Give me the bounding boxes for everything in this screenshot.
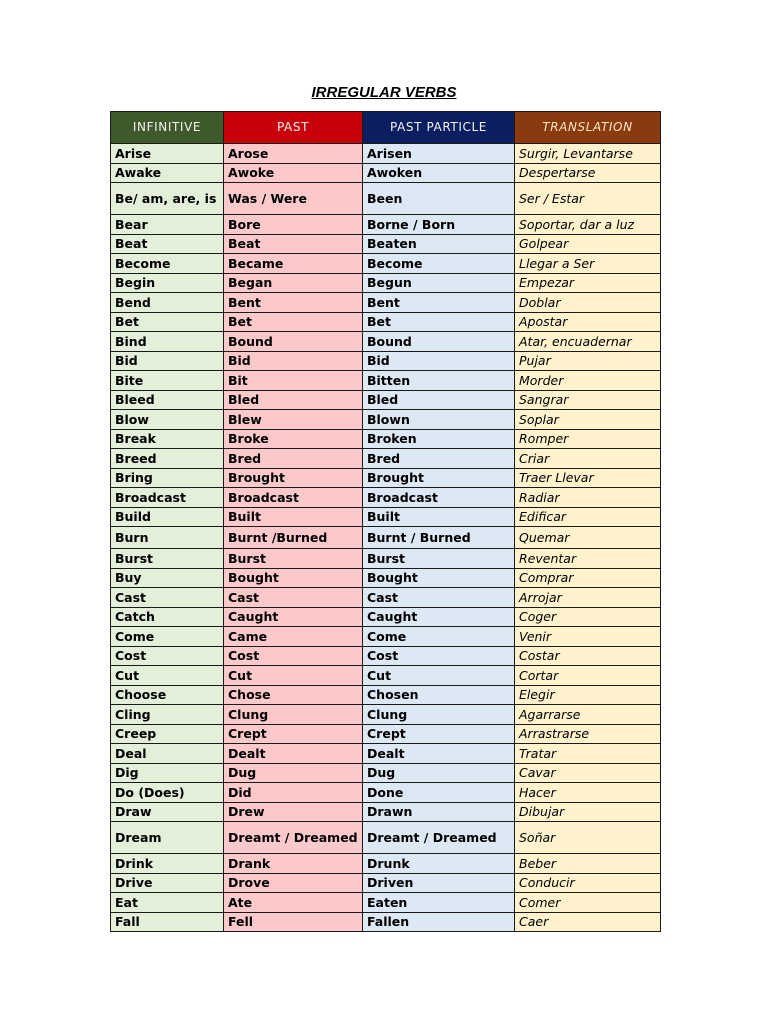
cell-past-particle: Dreamt / Dreamed (363, 822, 515, 854)
table-row (111, 893, 661, 913)
cell-past: Awoke (224, 163, 363, 183)
cell-past: Began (224, 273, 363, 293)
table-row (111, 163, 661, 183)
cell-translation: Apostar (515, 312, 661, 332)
cell-past: Arose (224, 144, 363, 164)
table-row (111, 912, 661, 932)
cell-past: Came (224, 627, 363, 647)
table-header-row (111, 112, 661, 144)
cell-translation: Soplar (515, 410, 661, 430)
table-body (111, 144, 661, 932)
cell-past-particle: Broadcast (363, 488, 515, 508)
cell-infinitive: Deal (111, 744, 224, 764)
cell-infinitive: Dream (111, 822, 224, 854)
cell-past-particle: Come (363, 627, 515, 647)
cell-translation: Conducir (515, 873, 661, 893)
cell-infinitive: Choose (111, 685, 224, 705)
cell-past: Drank (224, 854, 363, 874)
cell-infinitive: Fall (111, 912, 224, 932)
cell-translation: Costar (515, 646, 661, 666)
cell-past: Cut (224, 666, 363, 686)
cell-infinitive: Bet (111, 312, 224, 332)
cell-past: Was / Were (224, 183, 363, 215)
cell-translation: Ser / Estar (515, 183, 661, 215)
cell-translation: Comprar (515, 568, 661, 588)
cell-translation: Despertarse (515, 163, 661, 183)
cell-past-particle: Dealt (363, 744, 515, 764)
cell-past: Crept (224, 724, 363, 744)
cell-infinitive: Creep (111, 724, 224, 744)
cell-past: Bound (224, 332, 363, 352)
cell-past: Dreamt / Dreamed (224, 822, 363, 854)
cell-translation: Quemar (515, 527, 661, 549)
table-row (111, 390, 661, 410)
cell-past: Brought (224, 468, 363, 488)
cell-translation: Reventar (515, 549, 661, 569)
cell-translation: Surgir, Levantarse (515, 144, 661, 164)
table-row (111, 627, 661, 647)
cell-translation: Venir (515, 627, 661, 647)
cell-past-particle: Done (363, 783, 515, 803)
cell-translation: Soñar (515, 822, 661, 854)
cell-infinitive: Bring (111, 468, 224, 488)
cell-infinitive: Bind (111, 332, 224, 352)
table-row (111, 763, 661, 783)
irregular-verbs-table (110, 111, 661, 932)
table-row (111, 183, 661, 215)
cell-past-particle: Eaten (363, 893, 515, 913)
cell-past: Ate (224, 893, 363, 913)
cell-translation: Radiar (515, 488, 661, 508)
table-row (111, 293, 661, 313)
cell-past-particle: Bought (363, 568, 515, 588)
cell-past-particle: Dug (363, 763, 515, 783)
cell-past: Broke (224, 429, 363, 449)
cell-translation: Morder (515, 371, 661, 391)
table-row (111, 705, 661, 725)
table-row (111, 351, 661, 371)
cell-translation: Tratar (515, 744, 661, 764)
cell-infinitive: Build (111, 507, 224, 527)
table-row (111, 144, 661, 164)
table-row (111, 685, 661, 705)
cell-past: Cast (224, 588, 363, 608)
cell-past: Did (224, 783, 363, 803)
cell-translation: Atar, encuadernar (515, 332, 661, 352)
cell-past: Broadcast (224, 488, 363, 508)
cell-past-particle: Cut (363, 666, 515, 686)
cell-past: Built (224, 507, 363, 527)
cell-past-particle: Bet (363, 312, 515, 332)
cell-past: Bent (224, 293, 363, 313)
cell-past: Bid (224, 351, 363, 371)
cell-past: Bore (224, 215, 363, 235)
cell-past: Drew (224, 802, 363, 822)
cell-past: Burnt /Burned (224, 527, 363, 549)
table-row (111, 527, 661, 549)
cell-past: Bred (224, 449, 363, 469)
cell-infinitive: Blow (111, 410, 224, 430)
cell-infinitive: Drink (111, 854, 224, 874)
cell-translation: Edificar (515, 507, 661, 527)
cell-past-particle: Driven (363, 873, 515, 893)
cell-translation: Traer Llevar (515, 468, 661, 488)
cell-past-particle: Arisen (363, 144, 515, 164)
cell-translation: Doblar (515, 293, 661, 313)
cell-past: Chose (224, 685, 363, 705)
table-row (111, 410, 661, 430)
cell-infinitive: Arise (111, 144, 224, 164)
table-row (111, 646, 661, 666)
table-row (111, 371, 661, 391)
table-row (111, 783, 661, 803)
table-row (111, 607, 661, 627)
cell-infinitive: Become (111, 254, 224, 274)
cell-past: Bit (224, 371, 363, 391)
cell-translation: Coger (515, 607, 661, 627)
cell-past: Caught (224, 607, 363, 627)
cell-infinitive: Come (111, 627, 224, 647)
table-row (111, 488, 661, 508)
cell-past: Fell (224, 912, 363, 932)
header-past-particle: PAST PARTICLE (363, 112, 515, 144)
cell-past-particle: Been (363, 183, 515, 215)
cell-translation: Pujar (515, 351, 661, 371)
table-row (111, 332, 661, 352)
cell-translation: Dibujar (515, 802, 661, 822)
cell-translation: Criar (515, 449, 661, 469)
cell-past-particle: Borne / Born (363, 215, 515, 235)
page-title: IRREGULAR VERBS (311, 84, 457, 101)
cell-translation: Comer (515, 893, 661, 913)
cell-past: Burst (224, 549, 363, 569)
cell-past: Dug (224, 763, 363, 783)
cell-infinitive: Do (Does) (111, 783, 224, 803)
cell-translation: Llegar a Ser (515, 254, 661, 274)
cell-infinitive: Eat (111, 893, 224, 913)
cell-past-particle: Cost (363, 646, 515, 666)
cell-infinitive: Bleed (111, 390, 224, 410)
table-row (111, 802, 661, 822)
cell-translation: Romper (515, 429, 661, 449)
cell-translation: Elegir (515, 685, 661, 705)
cell-past-particle: Fallen (363, 912, 515, 932)
cell-translation: Caer (515, 912, 661, 932)
table-row (111, 588, 661, 608)
cell-infinitive: Awake (111, 163, 224, 183)
cell-past-particle: Caught (363, 607, 515, 627)
cell-past-particle: Become (363, 254, 515, 274)
cell-past: Became (224, 254, 363, 274)
cell-past-particle: Drawn (363, 802, 515, 822)
table-row (111, 468, 661, 488)
cell-past-particle: Beaten (363, 234, 515, 254)
table-row (111, 549, 661, 569)
cell-translation: Cavar (515, 763, 661, 783)
cell-past-particle: Blown (363, 410, 515, 430)
cell-infinitive: Cost (111, 646, 224, 666)
cell-past-particle: Brought (363, 468, 515, 488)
table-row (111, 854, 661, 874)
header-past: PAST (224, 112, 363, 144)
cell-past-particle: Bent (363, 293, 515, 313)
cell-past: Drove (224, 873, 363, 893)
cell-translation: Soportar, dar a luz (515, 215, 661, 235)
cell-infinitive: Cut (111, 666, 224, 686)
header-infinitive: INFINITIVE (111, 112, 224, 144)
cell-infinitive: Breed (111, 449, 224, 469)
cell-infinitive: Cast (111, 588, 224, 608)
cell-past: Dealt (224, 744, 363, 764)
cell-past: Cost (224, 646, 363, 666)
cell-infinitive: Drive (111, 873, 224, 893)
cell-past: Beat (224, 234, 363, 254)
cell-past-particle: Begun (363, 273, 515, 293)
cell-past-particle: Cast (363, 588, 515, 608)
cell-infinitive: Be/ am, are, is (111, 183, 224, 215)
cell-past-particle: Bid (363, 351, 515, 371)
table-row (111, 822, 661, 854)
cell-past-particle: Awoken (363, 163, 515, 183)
cell-past-particle: Bound (363, 332, 515, 352)
table-row (111, 234, 661, 254)
table-row (111, 429, 661, 449)
table-row (111, 568, 661, 588)
cell-infinitive: Bid (111, 351, 224, 371)
cell-translation: Beber (515, 854, 661, 874)
cell-infinitive: Beat (111, 234, 224, 254)
table-row (111, 873, 661, 893)
cell-translation: Golpear (515, 234, 661, 254)
cell-past: Clung (224, 705, 363, 725)
cell-past-particle: Drunk (363, 854, 515, 874)
cell-infinitive: Burn (111, 527, 224, 549)
cell-past: Bought (224, 568, 363, 588)
table-row (111, 215, 661, 235)
cell-past: Blew (224, 410, 363, 430)
cell-infinitive: Catch (111, 607, 224, 627)
cell-past-particle: Bitten (363, 371, 515, 391)
table-row (111, 724, 661, 744)
cell-past: Bled (224, 390, 363, 410)
cell-translation: Cortar (515, 666, 661, 686)
table-row (111, 744, 661, 764)
cell-past-particle: Burnt / Burned (363, 527, 515, 549)
cell-infinitive: Begin (111, 273, 224, 293)
cell-infinitive: Bear (111, 215, 224, 235)
cell-past-particle: Burst (363, 549, 515, 569)
cell-translation: Sangrar (515, 390, 661, 410)
cell-translation: Arrastrarse (515, 724, 661, 744)
table-row (111, 254, 661, 274)
cell-infinitive: Broadcast (111, 488, 224, 508)
cell-past-particle: Bled (363, 390, 515, 410)
header-translation: TRANSLATION (515, 112, 661, 144)
cell-infinitive: Draw (111, 802, 224, 822)
cell-translation: Empezar (515, 273, 661, 293)
cell-infinitive: Break (111, 429, 224, 449)
cell-translation: Agarrarse (515, 705, 661, 725)
cell-infinitive: Dig (111, 763, 224, 783)
cell-past-particle: Bred (363, 449, 515, 469)
cell-past-particle: Built (363, 507, 515, 527)
cell-past-particle: Clung (363, 705, 515, 725)
cell-infinitive: Bite (111, 371, 224, 391)
table-row (111, 449, 661, 469)
table-row (111, 507, 661, 527)
table-row (111, 273, 661, 293)
cell-past-particle: Broken (363, 429, 515, 449)
cell-infinitive: Burst (111, 549, 224, 569)
cell-past: Bet (224, 312, 363, 332)
cell-past-particle: Chosen (363, 685, 515, 705)
cell-translation: Arrojar (515, 588, 661, 608)
table-row (111, 666, 661, 686)
cell-past-particle: Crept (363, 724, 515, 744)
cell-infinitive: Cling (111, 705, 224, 725)
table-row (111, 312, 661, 332)
cell-infinitive: Buy (111, 568, 224, 588)
cell-infinitive: Bend (111, 293, 224, 313)
cell-translation: Hacer (515, 783, 661, 803)
